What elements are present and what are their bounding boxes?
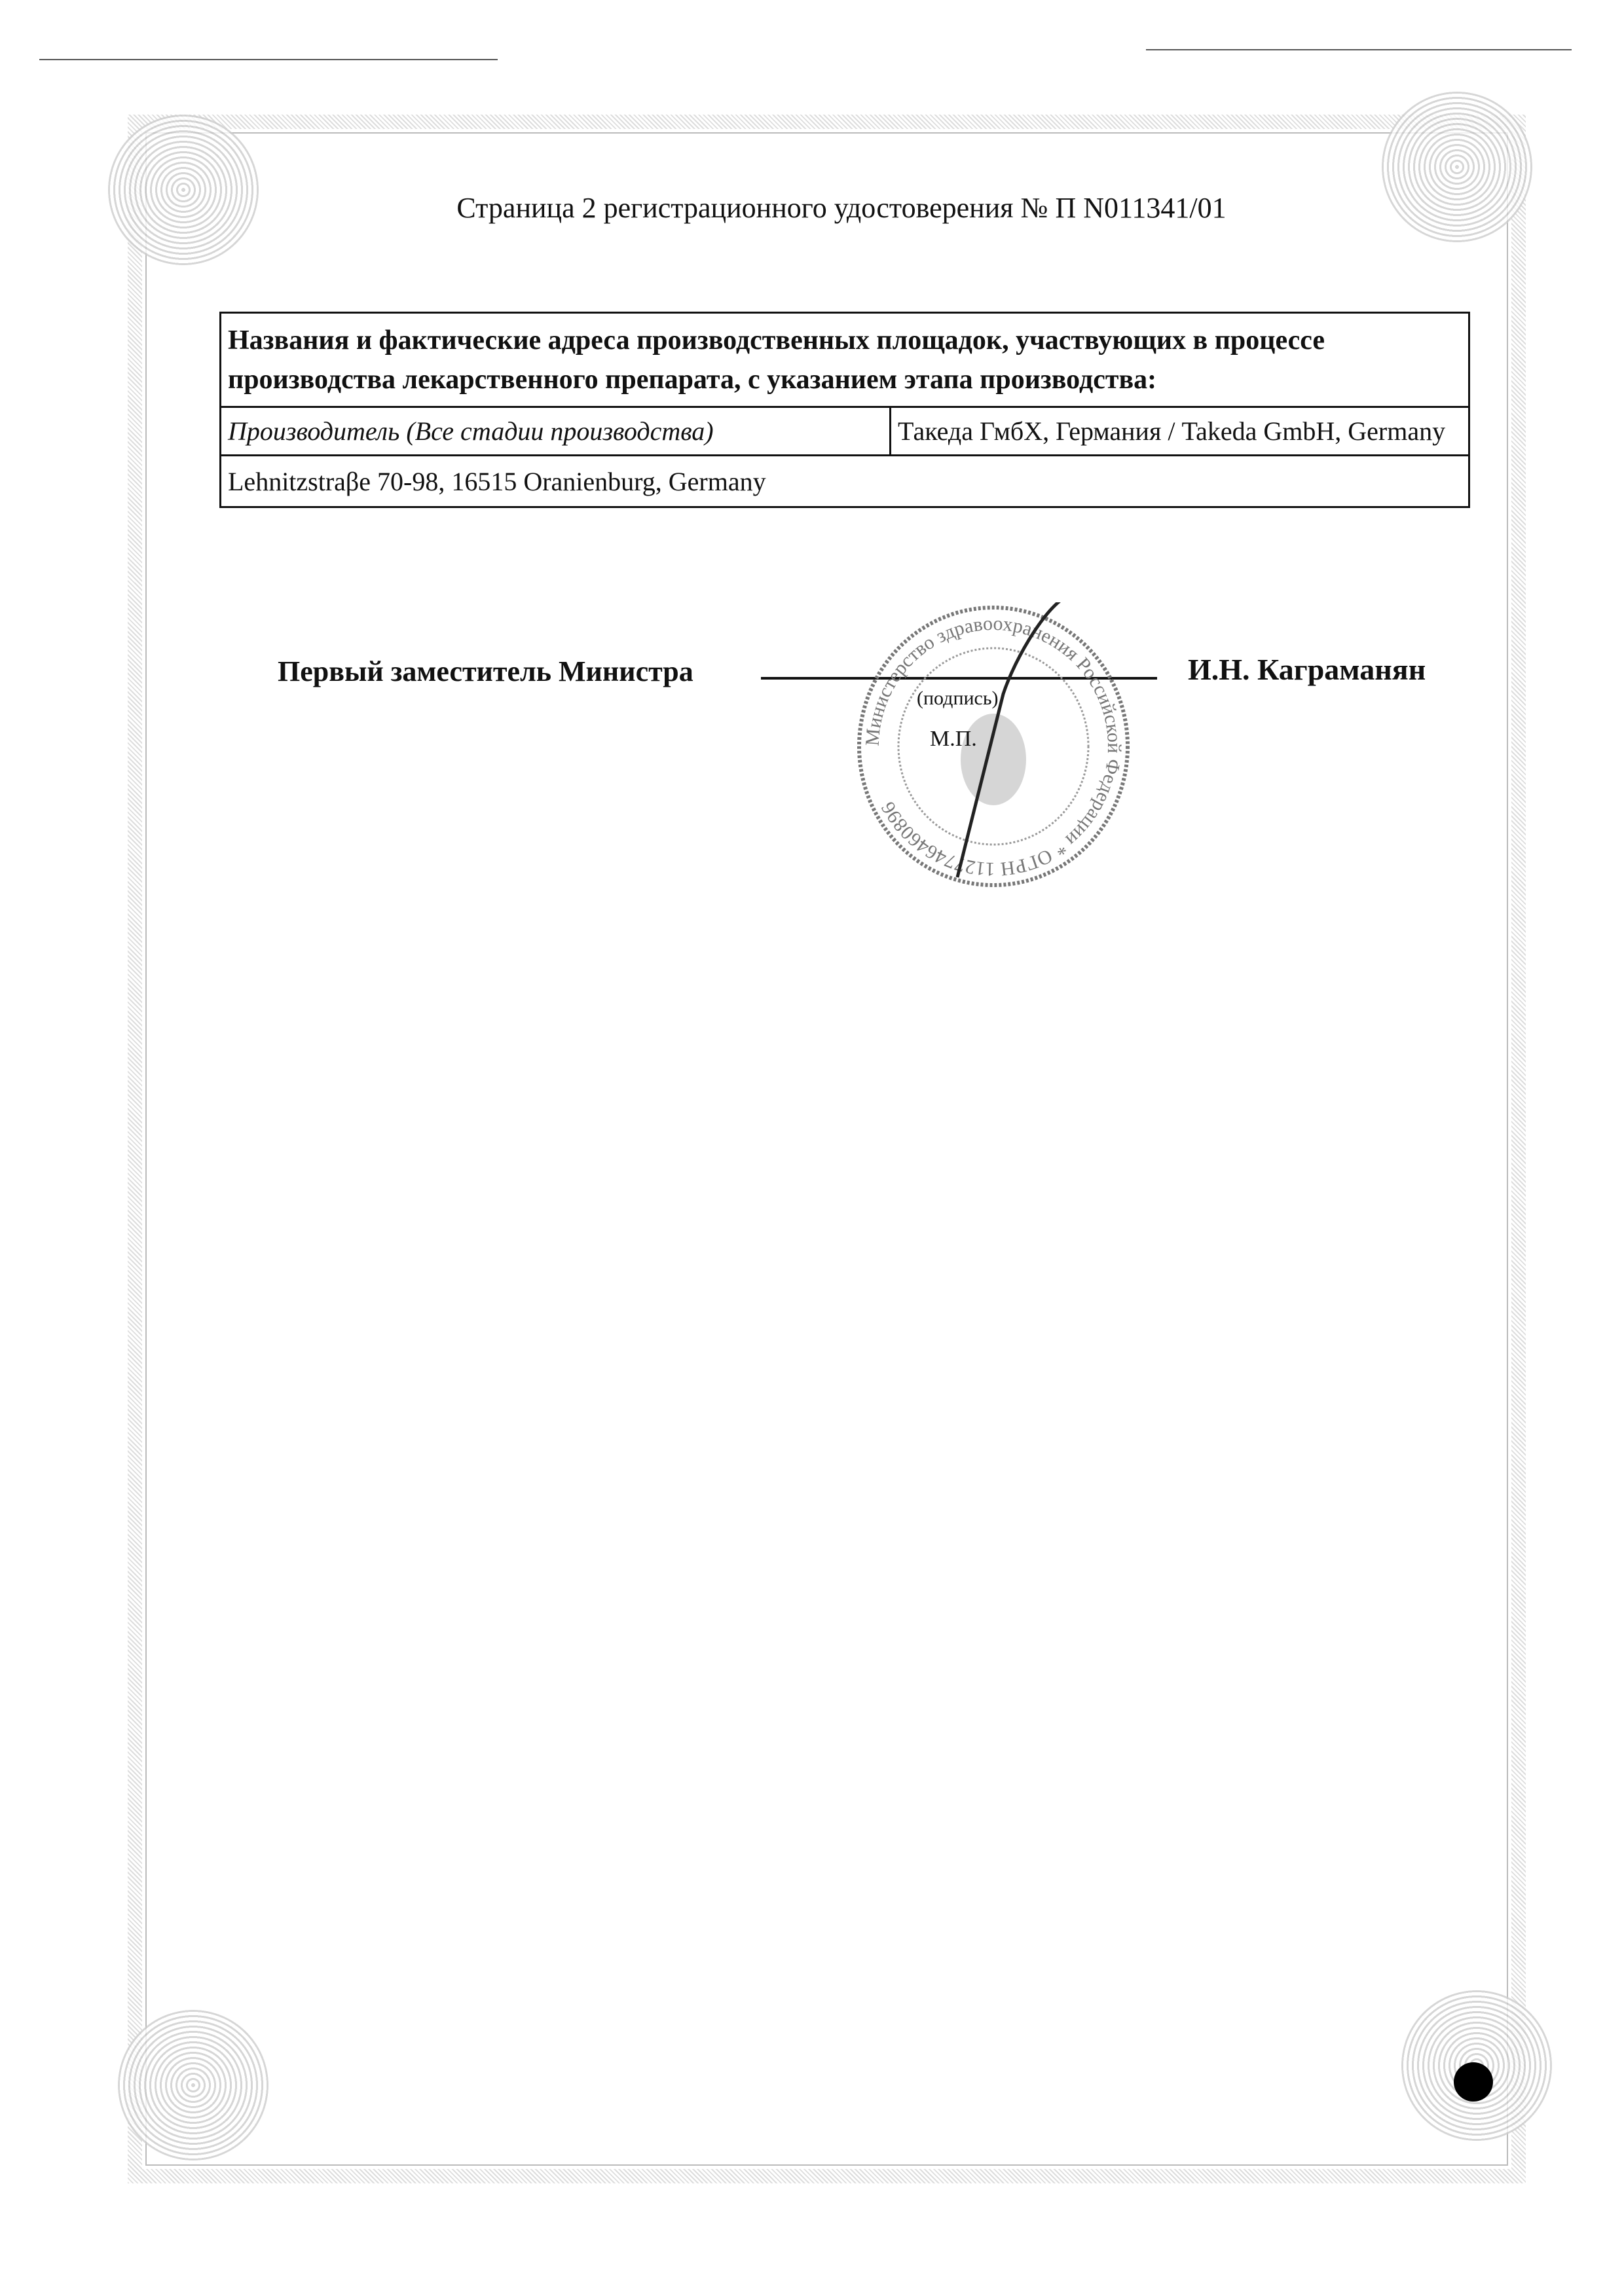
stamp-text: Министерство здравоохранения Российской Федерации * ОГРН 1127746460896 bbox=[861, 612, 1126, 881]
scan-edge-line bbox=[39, 59, 498, 60]
table-row bbox=[221, 313, 1469, 407]
seal-mark: М.П. bbox=[930, 727, 977, 751]
signatory-position: Первый заместитель Министра bbox=[278, 655, 693, 687]
manufacturer-address: Lehnitzstraβe 70-98, 16515 Oranienburg, Germany bbox=[221, 456, 1469, 507]
corner-rosette-bottom-left bbox=[118, 2010, 268, 2160]
table-row bbox=[221, 407, 1469, 456]
signature-hint: (подпись) bbox=[917, 687, 999, 709]
production-sites-table bbox=[219, 312, 1470, 508]
scan-edge-line bbox=[1146, 49, 1572, 50]
table-heading: Названия и фактические адреса производственных площадок, участвующих в процессе производства лекарственного препарата, с указанием этапа производства: bbox=[221, 313, 1469, 407]
corner-rosette-top-left bbox=[108, 115, 259, 265]
page-title: Страница 2 регистрационного удостоверения № П N011341/01 bbox=[456, 192, 1227, 224]
table-row bbox=[221, 456, 1469, 507]
hole-punch-mark bbox=[1454, 2062, 1493, 2102]
manufacturer-name: Такеда ГмбХ, Германия / Takeda GmbH, Germany bbox=[891, 407, 1469, 456]
official-stamp bbox=[853, 602, 1134, 890]
signatory-name: И.Н. Каграманян bbox=[1188, 653, 1426, 686]
production-stage: Производитель (Все стадии производства) bbox=[221, 407, 891, 456]
